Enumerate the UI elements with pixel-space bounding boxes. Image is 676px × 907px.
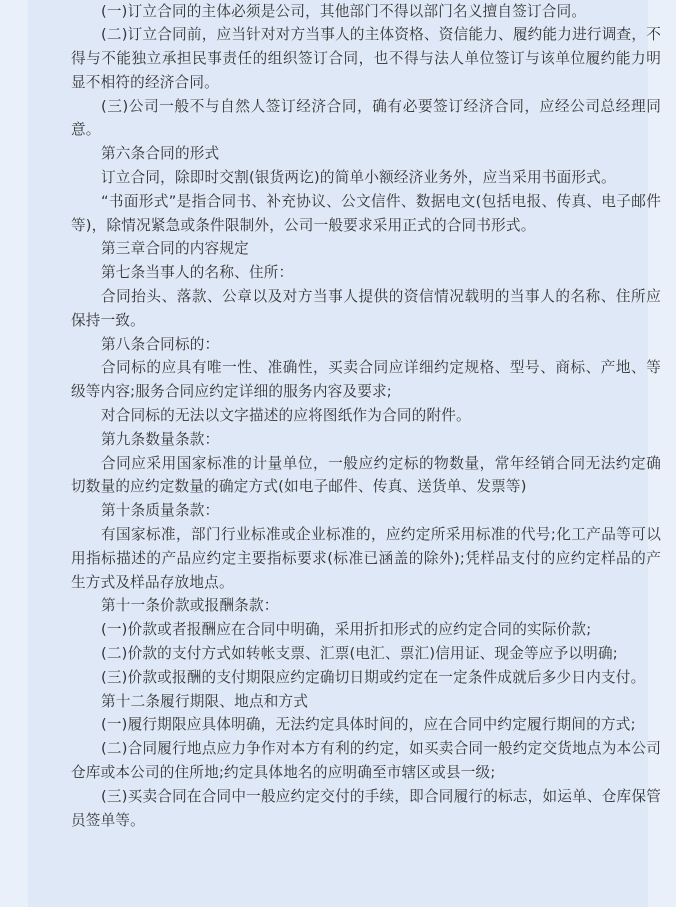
para-price-clear: (一)价款或者报酬应在合同中明确，采用折扣形式的应约定合同的实际价款;	[101, 621, 592, 639]
heading-article-12: 第十二条履行期限、地点和方式	[101, 692, 309, 710]
para-natural-person: (三)公司一般不与自然人签订经济合同，确有必要签订经济合同，应经公司总经理同意。	[71, 97, 661, 139]
para-written-form: 订立合同，除即时交割(银货两讫)的简单小额经济业务外，应当采用书面形式。	[101, 169, 616, 187]
heading-article-8: 第八条合同标的：	[101, 335, 220, 353]
heading-article-7: 第七条当事人的名称、住所：	[101, 264, 294, 282]
para-party-names: 合同抬头、落款、公章以及对方当事人提供的资信情况载明的当事人的名称、住所应保持一致。	[71, 288, 661, 329]
para-drawings: 对合同标的无法以文字描述的应将图纸作为合同的附件。	[101, 407, 471, 425]
para-delivery-procedure: (三)买卖合同在合同中一般应约定交付的手续，即合同履行的标志，如运单、仓库保管员签单等。	[71, 787, 661, 829]
document-body	[71, 0, 661, 832]
para-performance-period: (一)履行期限应具体明确，无法约定具体时间的，应在合同中约定履行期间的方式;	[101, 716, 636, 734]
para-check-counterparty: (二)订立合同前，应当针对对方当事人的主体资格、资信能力、履约能力进行调查，不得与不能独立承担民事责任的组织签订合同，也不得与法人单位签订与该单位履约能力明显不相符的经济合同。	[71, 26, 661, 91]
heading-article-10: 第十条质量条款：	[101, 502, 220, 520]
heading-chapter-3: 第三章合同的内容规定	[101, 240, 249, 258]
heading-article-6: 第六条合同的形式	[101, 145, 220, 163]
para-quality: 有国家标准，部门行业标准或企业标准的，应约定所采用标准的代号;化工产品等可以用指标描述的产品应约定主要指标要求(标准已涵盖的除外);凭样品支付的应约定样品的产生方式及样品存放地点。	[71, 526, 661, 591]
para-quantity: 合同应采用国家标准的计量单位，一般应约定标的物数量，常年经销合同无法约定确切数量的应约定数量的确定方式(如电子邮件、传真、送货单、发票等)	[71, 454, 661, 496]
para-payment-method: (二)价款的支付方式如转帐支票、汇票(电汇、票汇)信用证、现金等应予以明确;	[101, 645, 618, 663]
para-written-form-definition: “书面形式”是指合同书、补充协议、公文信件、数据电文(包括电报、传真、电子邮件等)，除情况紧急或条件限制外，公司一般要求采用正式的合同书形式。	[71, 192, 661, 234]
para-performance-place: (二)合同履行地点应力争作对本方有利的约定，如买卖合同一般约定交货地点为本公司仓库或本公司的住所地;约定具体地名的应明确至市辖区或县一级;	[71, 740, 661, 781]
para-subject-requirement: (一)订立合同的主体必须是公司，其他部门不得以部门名义擅自签订合同。	[101, 2, 587, 20]
heading-article-11: 第十一条价款或报酬条款：	[101, 597, 279, 615]
para-subject-matter: 合同标的应具有唯一性、准确性，买卖合同应详细约定规格、型号、商标、产地、等级等内容;服务合同应约定详细的服务内容及要求;	[71, 359, 661, 401]
para-payment-term: (三)价款或报酬的支付期限应约定确切日期或约定在一定条件成就后多少日内支付。	[101, 668, 646, 686]
heading-article-9: 第九条数量条款：	[101, 430, 220, 448]
